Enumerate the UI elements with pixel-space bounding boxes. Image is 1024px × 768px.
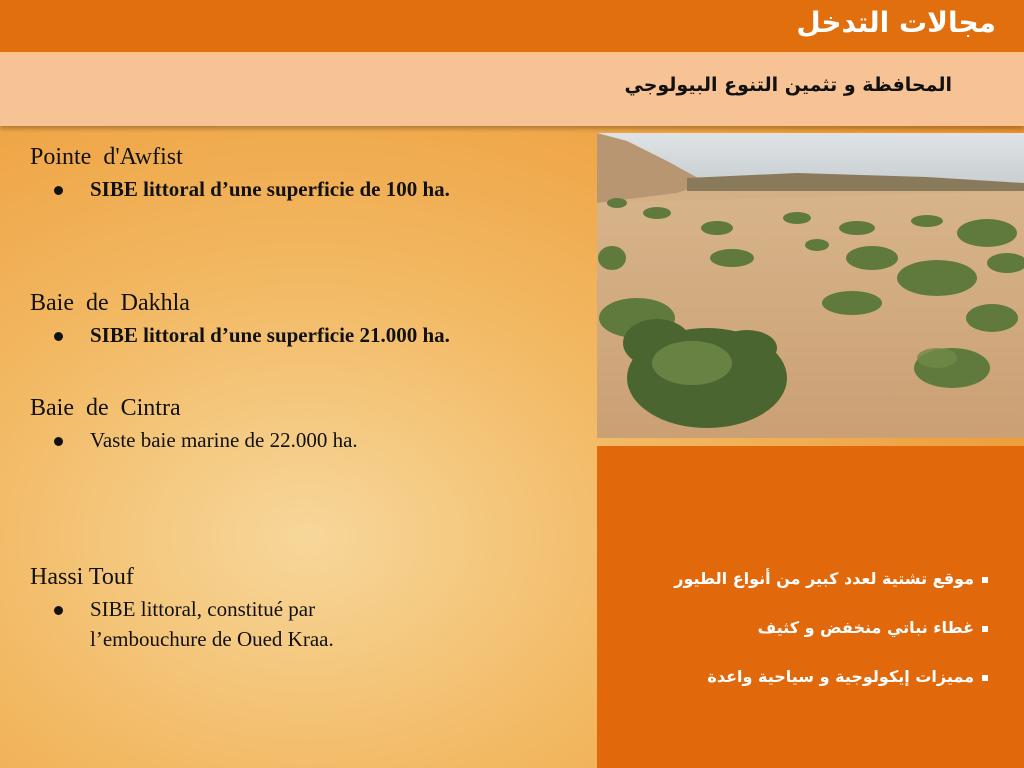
subtitle-band (0, 54, 1024, 126)
site-description (30, 320, 450, 350)
site-description-text: SIBE littoral d’une superficie de 100 ha. (90, 177, 450, 201)
square-bullet-icon (982, 626, 988, 632)
site-baie-dakhla (30, 288, 450, 350)
square-bullet-icon (982, 675, 988, 681)
site-description-line-1: SIBE littoral, constitué par (90, 597, 316, 621)
bullet-dot-icon (54, 437, 63, 446)
title-band (0, 0, 1024, 54)
site-description (30, 425, 358, 455)
site-pointe-awfist (30, 142, 450, 204)
desert-landscape-photo (597, 133, 1024, 438)
info-item (674, 568, 988, 590)
site-description (30, 174, 450, 204)
site-name: Hassi Touf (30, 564, 134, 590)
site-description-line-2: l’embouchure de Oued Kraa. (90, 627, 334, 651)
site-name: Baie de Cintra (30, 395, 181, 421)
slide-title: مجالات التدخل (796, 6, 996, 39)
site-name: Baie de Dakhla (30, 290, 190, 316)
info-item-text: موقع تشتية لعدد كبير من أنواع الطيور (674, 569, 974, 588)
site-name: Pointe d'Awfist (30, 144, 183, 170)
info-item-text: غطاء نباتي منخفض و كثيف (757, 618, 974, 637)
bullet-dot-icon (54, 332, 63, 341)
site-description (30, 594, 334, 654)
site-description-text: Vaste baie marine de 22.000 ha. (90, 428, 358, 452)
slide-subtitle: المحافظة و تثمين التنوع البيولوجي (624, 74, 952, 96)
site-description-text: SIBE littoral d’une superficie 21.000 ha. (90, 323, 450, 347)
info-item (674, 617, 988, 639)
site-hassi-touf (30, 562, 334, 654)
bullet-dot-icon (54, 186, 63, 195)
info-list (674, 568, 988, 715)
site-baie-cintra (30, 393, 358, 455)
bullet-dot-icon (54, 606, 63, 615)
info-box (597, 446, 1024, 768)
square-bullet-icon (982, 577, 988, 583)
info-item-text: مميزات إيكولوجية و سياحية واعدة (707, 667, 974, 686)
info-item (674, 666, 988, 688)
